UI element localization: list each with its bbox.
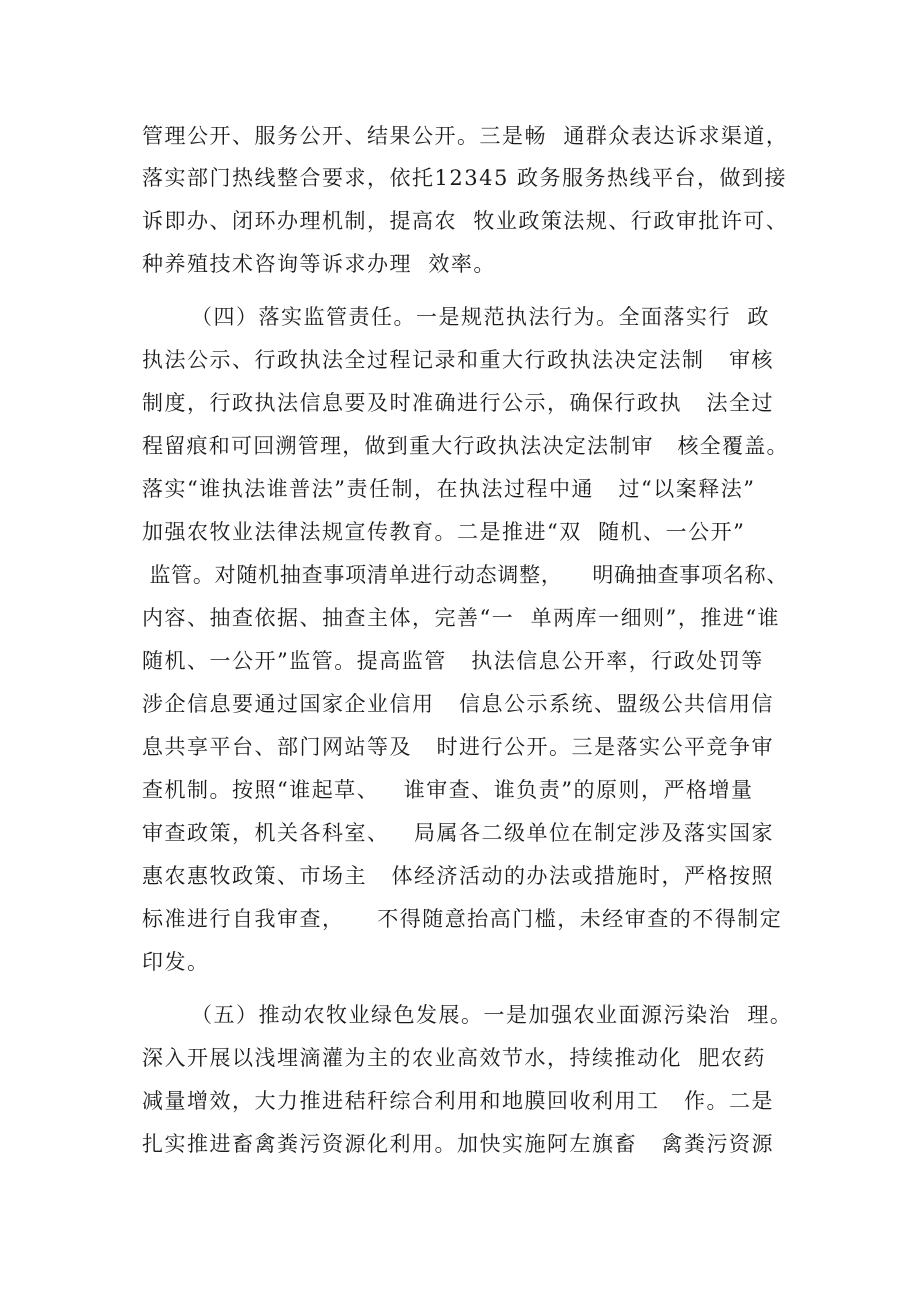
text-line: 惠农惠牧政策、市场主 体经济活动的办法或措施时，严格按照 — [142, 864, 775, 888]
text-line: 扎实推进畜禽粪污资源化利用。加快实施阿左旗畜 禽粪污资源 — [142, 1132, 775, 1156]
text-line: 印发。 — [142, 950, 210, 974]
text-line: 深入开展以浅埋滴灌为主的农业高效节水，持续推动化 肥农药 — [142, 1046, 766, 1070]
text-line: 种养殖技术咨询等诉求办理 效率。 — [142, 252, 496, 276]
text-line: 加强农牧业法律法规宣传教育。二是推进“双 随机、一公开” — [142, 520, 746, 544]
text-line: 管理公开、服务公开、结果公开。三是畅 通群众表达诉求渠道， — [142, 124, 789, 148]
text-line: 随机、一公开”监管。提高监管 执法信息公开率，行政处罚等 — [142, 649, 764, 673]
text-line: 制度，行政执法信息要及时准确进行公示，确保行政执 法全过 — [142, 391, 775, 415]
text-line: 落实部门热线整合要求，依托12345 政务服务热线平台，做到接 — [142, 166, 787, 190]
text-line: 减量增效，大力推进秸秆综合利用和地膜回收利用工 作。二是 — [142, 1089, 775, 1113]
text-line: 审查政策，机关各科室、 局属各二级单位在制定涉及落实国家 — [142, 821, 775, 845]
text-line: 落实“谁执法谁普法”责任制，在执法过程中通 过“以案释法” — [142, 477, 756, 501]
text-line: 监管。对随机抽查事项清单进行动态调整， 明确抽查事项名称、 — [142, 563, 789, 587]
section-heading-line: （四）落实监管责任。一是规范执法行为。全面落实行 政 — [142, 305, 770, 329]
text-line: 息共享平台、部门网站等及 时进行公开。三是落实公平竞争审 — [142, 735, 775, 759]
section-heading-line: （五）推动农牧业绿色发展。一是加强农业面源污染治 理。 — [142, 1003, 793, 1027]
text-line: 查机制。按照“谁起草、 谁审查、谁负责”的原则，严格增量 — [142, 778, 754, 802]
text-line: 标准进行自我审查， 不得随意抬高门槛，未经审查的不得制定 — [142, 907, 783, 931]
text-line: 涉企信息要通过国家企业信用 信息公示系统、盟级公共信用信 — [142, 692, 775, 716]
text-line: 诉即办、闭环办理机制，提高农 牧业政策法规、行政审批许可、 — [142, 209, 789, 233]
text-line: 程留痕和可回溯管理，做到重大行政执法决定法制审 核全覆盖。 — [142, 434, 789, 458]
text-line: 内容、抽查依据、抽查主体，完善“一 单两库一细则”，推进“谁 — [142, 606, 781, 630]
text-line: 执法公示、行政执法全过程记录和重大行政执法决定法制 审核 — [142, 348, 775, 372]
